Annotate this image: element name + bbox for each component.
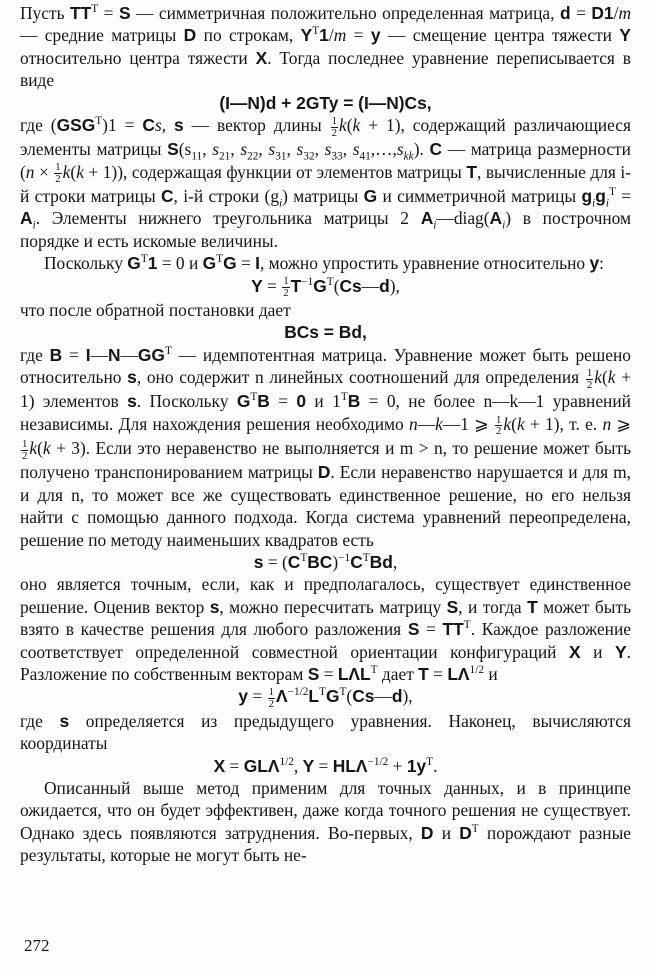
document-page: [20, 2, 631, 867]
paragraph-1: Пусть $TT^T = S$ — симметричная положительно определенная матрица, d = D1/m — средние матрицы D по строкам, $Y^T1/m = y$ — смещение центра тяжести Y относительно центра тяжести X. Тогда последнее уравнение переписывается в виде: [20, 3, 632, 91]
paragraph-4: что после обратной постановки дает: [20, 299, 291, 320]
page-number: 272: [24, 936, 50, 955]
paragraph-8: Описанный выше метод применим для точных данных, и в принципе ожидается, что он будет эффективен, даже когда точного решения не существует. Однако здесь появляются затруднения. Во-первых, D и $D^T$ порождают разные результаты, которые не могут быть не-: [20, 777, 631, 866]
fraction-half: $\frac{1}{2}$: [331, 114, 337, 139]
equation-2: Y = $\frac{1}{2}$ $T^{-1}G^T(Cs—d)$,: [251, 275, 400, 300]
equation-4: $s = (C^TBC)^{-1}C^TBd$,: [253, 552, 398, 572]
paragraph-2: где $(GSG^T)1 = Cs$, s — вектор длины $\frac{1}{2}$ k(k + 1), содержащий различающиеся элементы матрицы $S(s_{11}$, $s_{21}$, $s_{22}$, $s_{31}$, $s_{32}$, $s_{33}$, $s_{41},\dots,s_{kk}$). C — матрица размерности (n × $\frac{1}{2}$ k(k + 1)), содержащая функции от элементов матрицы T, вычисленные для i-й строки матрицы C, i-й строки $(g_i)$ матрицы G и симметричной матрицы $g_ig_i^T = A_i$. Элементы нижнего треугольника матрицы 2 $A_i—diag(A_i)$ в построчном порядке и есть искомые величины.: [20, 114, 632, 251]
paragraph-7: где s определяется из предыдущего уравнения. Наконец, вычисляются координаты: [20, 710, 631, 754]
paragraph-6: оно является точным, если, как и предполагалось, существует единственное решение. Оценив вектор s, можно пересчитать матрицу S, и тогда T может быть взято в качестве решения для любого разложения $S = TT^T$. Каждое разложение соответствует определенной совместной ориентации конфигураций X и Y. Разложение по собственным векторам $S = L\Lambda L^T$ дает $T = L\Lambda^{1/2}$ и: [20, 574, 631, 685]
equation-6: $X = GL\Lambda^{1/2}$, $Y = HL\Lambda^{-1/2} + 1y^T$.: [213, 755, 438, 776]
paragraph-3: Поскольку $G^T1 = 0$ и $G^TG = I$, можно упростить уравнение относительно y:: [44, 253, 604, 274]
equation-3: BCs = Bd,: [284, 322, 367, 343]
paragraph-5: где $B = I—N—GG^T$ — идемпотентная матрица. Уравнение может быть решено относительно s, оно содержит n линейных соотношений для определения $\frac{1}{2}$ k(k + 1) элементов s. Поскольку $G^TB = 0$ и $1^TB = 0$, не более n—k—1 уравнений независимы. Для нахождения решения необходимо n—k—1 ⩾ $\frac{1}{2}$ k(k + 1), т. е. n ⩾ $\frac{1}{2}$ k(k + 3). Если это неравенство не выполняется и m > n, то решение может быть получено транспонированием матрицы D. Если неравенство нарушается и для m, и для n, то может все же существовать единственное решение, но его нельзя найти с помощью данного подхода. Когда система уравнений переопределена, решение по методу наименьших квадратов есть: [20, 344, 632, 550]
equation-5: y = $\frac{1}{2}$ $\Lambda^{-1/2}L^TG^T(Cs—d)$,: [238, 686, 413, 710]
equation-1: (I—N)d + 2GTy = (I—N)Cs,: [219, 92, 432, 113]
